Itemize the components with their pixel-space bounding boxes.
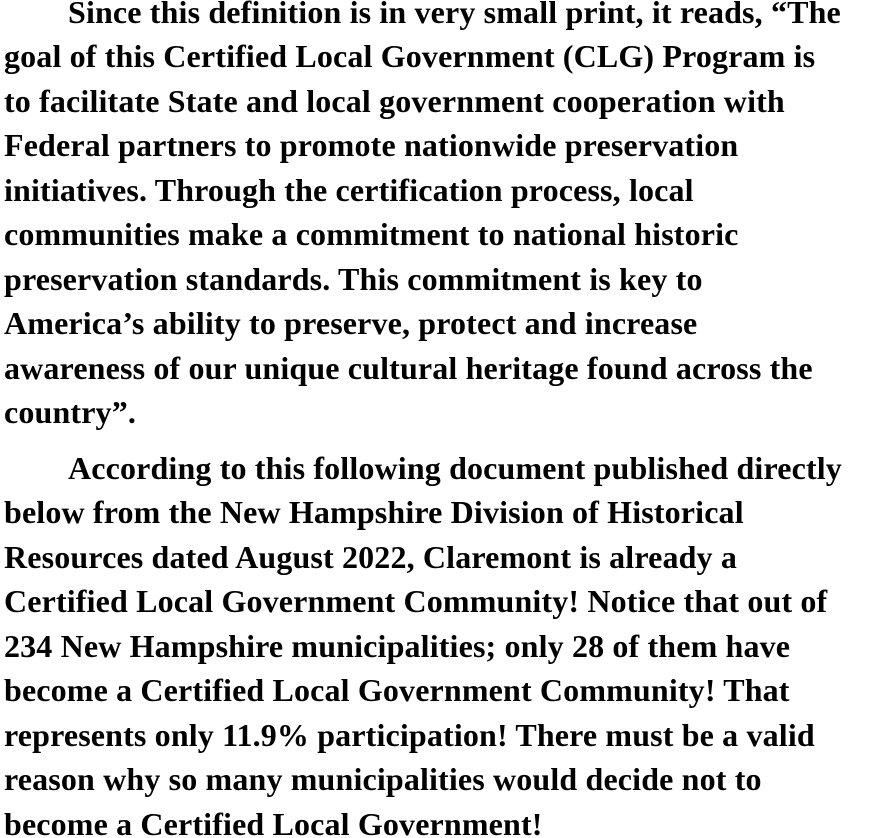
text-line: become a Certified Local Government Community! That [4,672,790,708]
text-line: initiatives. Through the certification process, local [4,172,694,208]
text-line: represents only 11.9% participation! There must be a valid [4,717,815,753]
text-line: Resources dated August 2022, Claremont is already a [4,539,737,575]
text-line: to facilitate State and local government cooperation with [4,83,785,119]
text-line: awareness of our unique cultural heritage found across the [4,350,813,386]
text-line: preservation standards. This commitment is key to [4,261,703,297]
text-line: According to this following document published directly [68,450,842,486]
text-line: America’s ability to preserve, protect and increase [4,305,698,341]
text-line: reason why so many municipalities would decide not to [4,761,762,797]
text-line: Federal partners to promote nationwide preservation [4,127,739,163]
text-line: Certified Local Government Community! Notice that out of [4,583,828,619]
text-line: communities make a commitment to national historic [4,216,739,252]
text-line: country”. [4,394,137,430]
text-line: become a Certified Local Government! [4,806,543,838]
text-line: below from the New Hampshire Division of Historical [4,494,744,530]
text-line: goal of this Certified Local Government (CLG) Program is [4,38,816,74]
text-line: 234 New Hampshire municipalities; only 28 of them have [4,628,791,664]
text-line: Since this definition is in very small print, it reads, “The [68,0,841,30]
